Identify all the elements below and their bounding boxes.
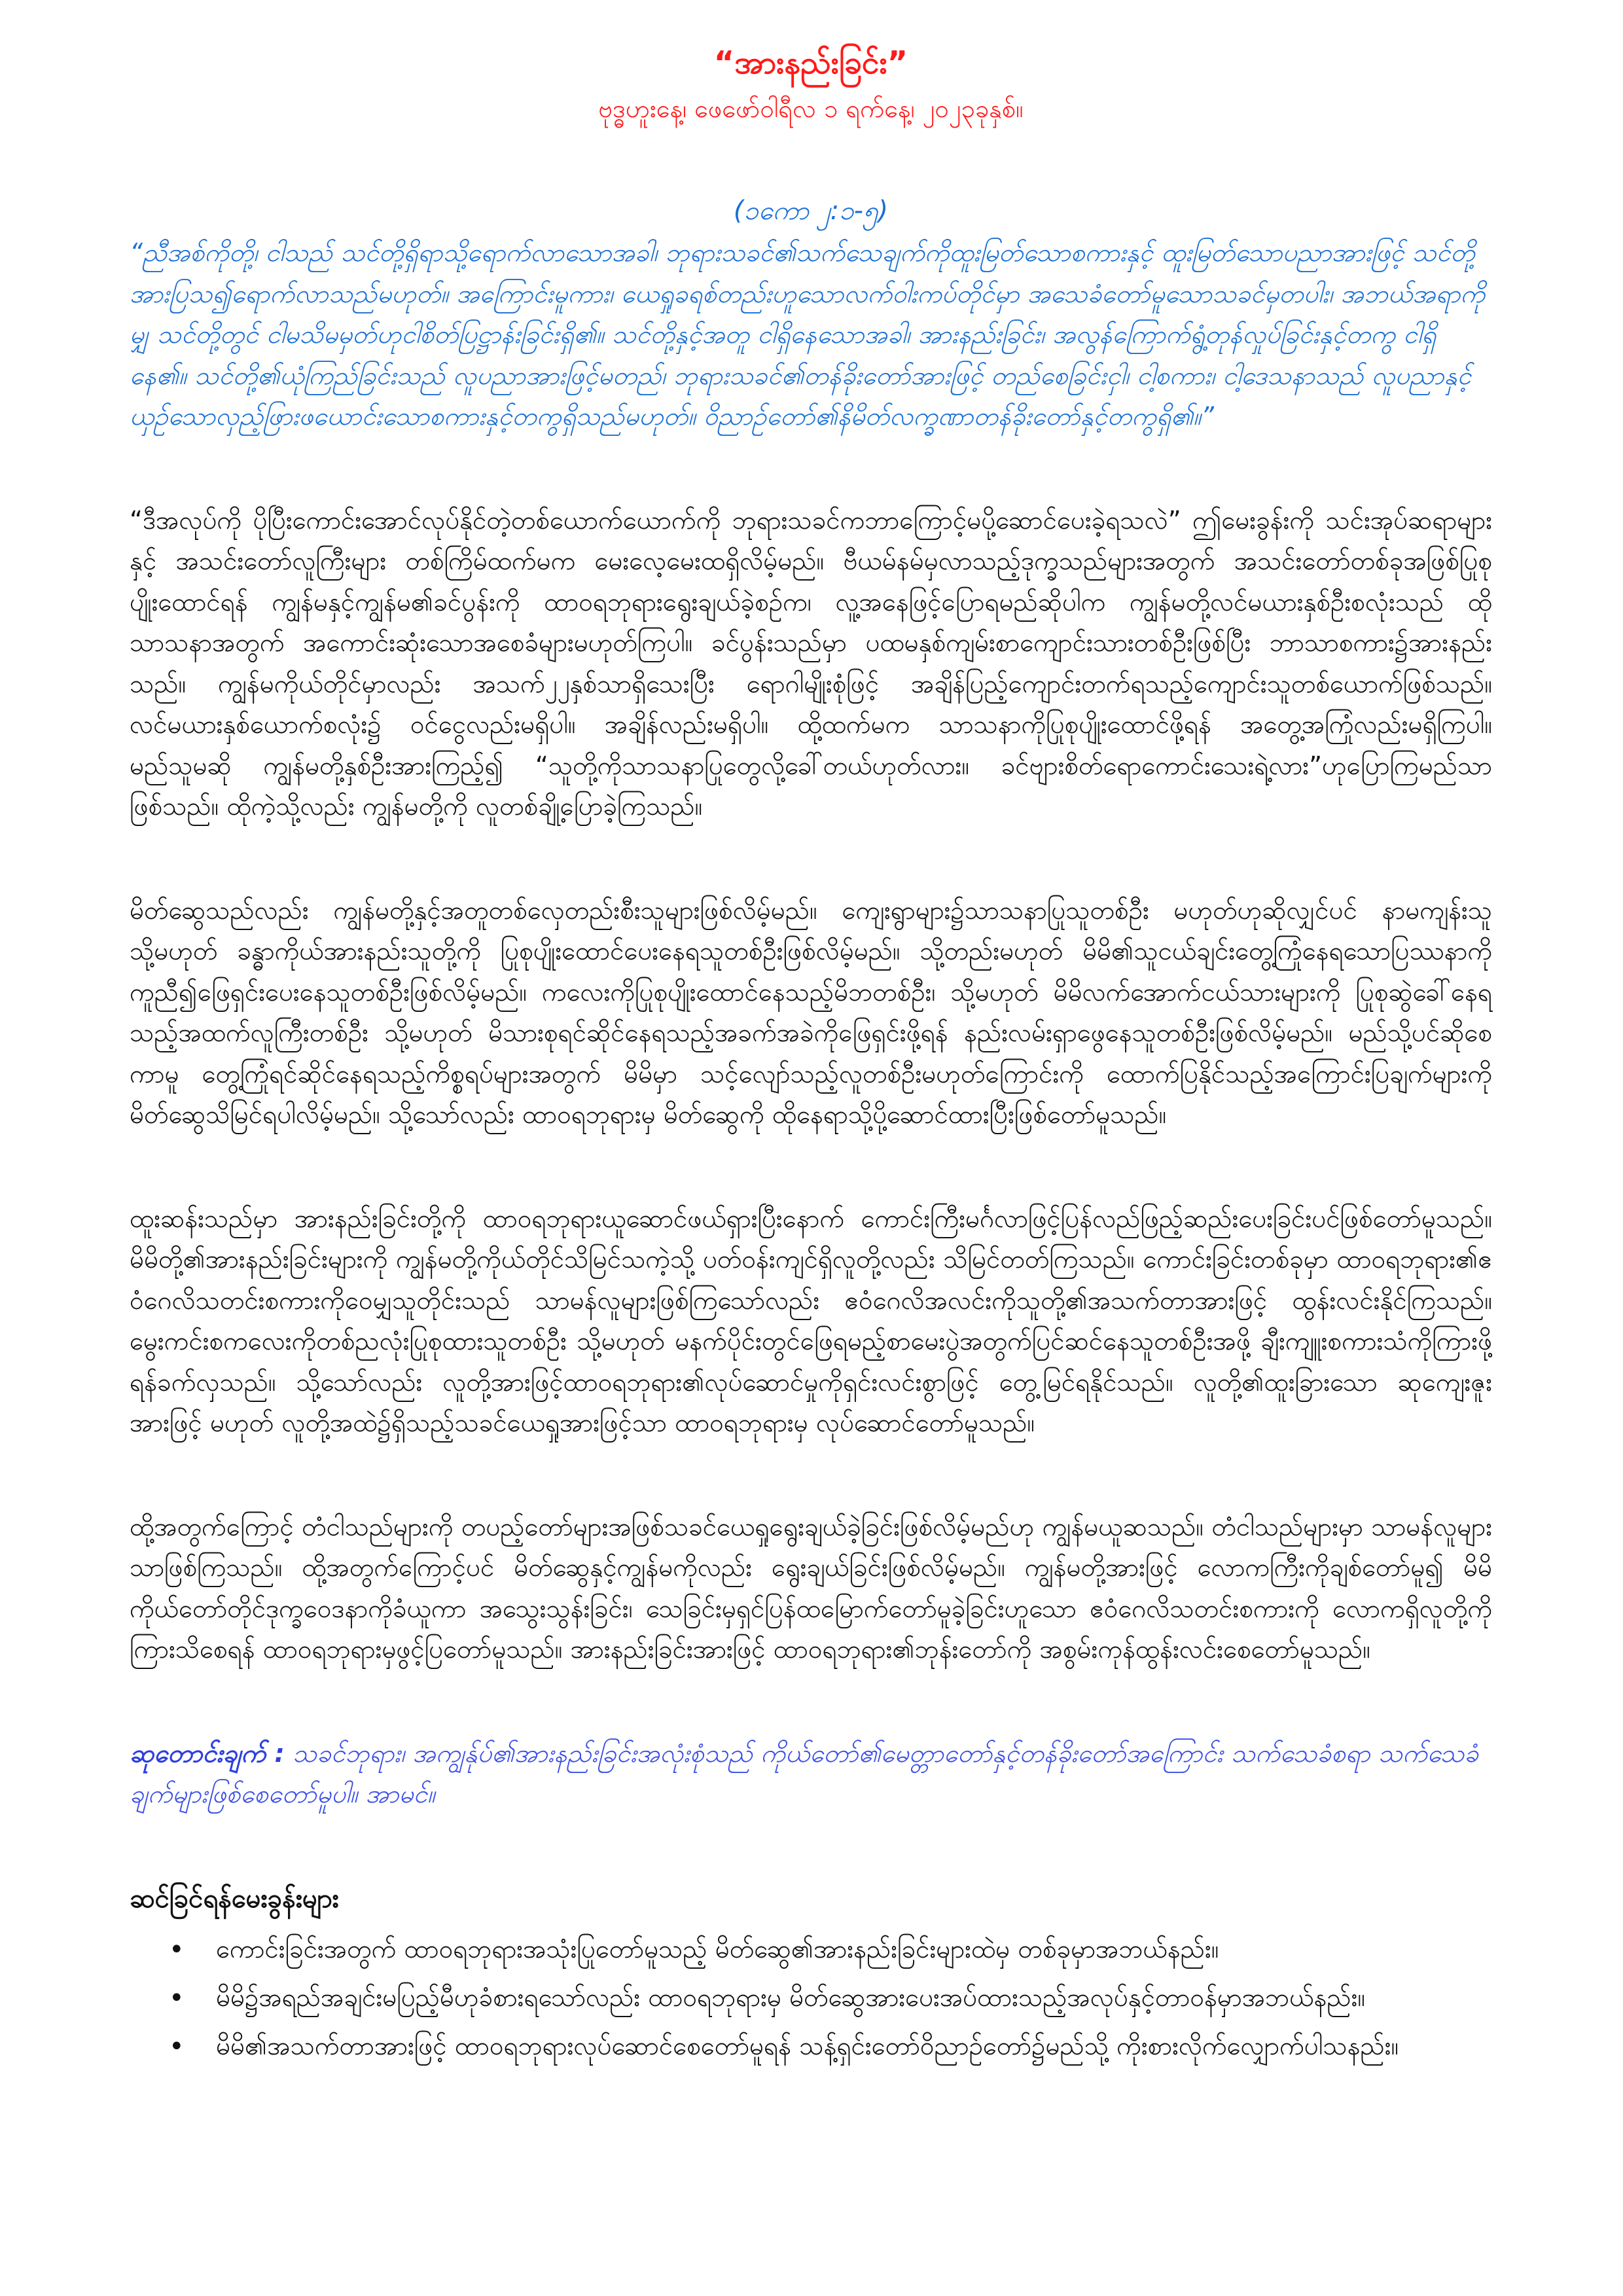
question-text: ကောင်းခြင်းအတွက် ထာဝရဘုရားအသုံးပြုတော်မူသည့် မိတ်ဆွေ၏အားနည်းခြင်းများထဲမှ တစ်ခုမှာအဘယ်နည်း။ — [216, 1934, 1219, 1964]
list-item — [169, 2022, 1492, 2071]
list-item — [169, 1926, 1492, 1974]
bullet-icon: • — [169, 2031, 185, 2062]
bullet-icon: • — [169, 1934, 185, 1965]
questions-title: ဆင်ခြင်ရန်မေးခွန်းများ — [130, 1883, 339, 1914]
list-item — [169, 1974, 1492, 2022]
scripture-text: “ညီအစ်ကိုတို့၊ ငါသည် သင်တို့ရှိရာသို့ရောက်လာသောအခါ၊ ဘုရားသခင်၏သက်သေချက်ကိုထူးမြတ်သောစကားနှင့် ထူးမြတ်သောပညာအားဖြင့် သင်တို့အားပြသ၍ရောက်လာသည်မဟုတ်။ အကြောင်းမူကား၊ ယေရှုခရစ်တည်းဟူသောလက်ဝါးကပ်တိုင်မှာ အသေခံတော်မူသောသခင်မှတပါး၊ အဘယ်အရာကိုမျှ သင်တို့တွင် ငါမသိမမှတ်ဟုငါစိတ်ပြဋ္ဌာန်းခြင်းရှိ၏။ သင်တို့နှင့်အတူ ငါရှိနေသောအခါ၊ အားနည်းခြင်း၊ အလွန်ကြောက်ရွံ့တုန်လှုပ်ခြင်းနှင့်တကွ ငါရှိနေ၏။ သင်တို့၏ယုံကြည်ခြင်းသည် လူပညာအားဖြင့်မတည်၊ ဘုရားသခင်၏တန်ခိုးတော်အားဖြင့် တည်စေခြင်းငှါ၊ ငါ့စကား၊ ငါ့ဒေသနာသည် လူပညာနှင့်ယှဉ်သောလှည့်ဖြားဖယောင်းသောစကားနှင့်တကွရှိသည်မဟုတ်။ ဝိညာဉ်တော်၏နိမိတ်လက္ခဏာတန်ခိုးတော်နှင့်တကွရှိ၏။” — [130, 238, 1486, 431]
prayer-label: ဆုတောင်းချက် — [130, 1738, 266, 1768]
body-paragraph-3: ထူးဆန်းသည်မှာ အားနည်းခြင်းတို့ကို ထာဝရဘုရားယူဆောင်ဖယ်ရှားပြီးနောက် ကောင်းကြီးမင်္ဂလာဖြင့်ပြန်လည်ဖြည့်ဆည်းပေးခြင်းပင်ဖြစ်တော်မူသည်။ မိမိတို့၏အားနည်းခြင်းများကို ကျွန်မတို့ကိုယ်တိုင်သိမြင်သကဲ့သို့ ပတ်ဝန်းကျင်ရှိလူတို့လည်း သိမြင်တတ်ကြသည်။ ကောင်းခြင်းတစ်ခုမှာ ထာဝရဘုရား၏ဧဝံဂေလိသတင်းစကားကိုဝေမျှသူတိုင်းသည် သာမန်လူများဖြစ်ကြသော်လည်း ဧဝံဂေလိအလင်းကိုသူတို့၏အသက်တာအားဖြင့် ထွန်းလင်းနိုင်ကြသည်။ မွေးကင်းစကလေးကိုတစ်ညလုံးပြုစုထားသူတစ်ဦး သို့မဟုတ် မနက်ပိုင်းတွင်ဖြေရမည့်စာမေးပွဲအတွက်ပြင်ဆင်နေသူတစ်ဦးအဖို့ ချီးကျူးစကားသံကိုကြားဖို့ရန်ခက်လှသည်။ သို့သော်လည်း လူတို့အားဖြင့်ထာဝရဘုရား၏လုပ်ဆောင်မှုကိုရှင်းလင်းစွာဖြင့် တွေ့မြင်ရနိုင်သည်။ လူတို့၏ထူးခြားသော ဆုကျေးဇူးအားဖြင့် မဟုတ် လူတို့အထဲ၌ရှိသည့်သခင်ယေရှုအားဖြင့်သာ ထာဝရဘုရားမှ လုပ်ဆောင်တော်မူသည်။ — [130, 1204, 1492, 1438]
questions-list — [130, 1926, 1492, 2071]
bullet-icon: • — [169, 1982, 185, 2013]
page-title: “အားနည်းခြင်း” — [713, 45, 908, 81]
body-paragraph-2: မိတ်ဆွေသည်လည်း ကျွန်မတို့နှင့်အတူတစ်လှေတည်းစီးသူများဖြစ်လိမ့်မည်။ ကျေးရွာများ၌သာသနာပြုသူတစ်ဦး မဟုတ်ဟုဆိုလျှင်ပင် နာမကျန်းသူ သို့မဟုတ် ခန္ဓာကိုယ်အားနည်းသူတို့ကို ပြုစုပျိုးထောင်ပေးနေရသူတစ်ဦးဖြစ်လိမ့်မည်။ သို့တည်းမဟုတ် မိမိ၏သူငယ်ချင်းတွေ့ကြုံနေရသောပြဿနာကို ကူညီ၍ဖြေရှင်းပေးနေသူတစ်ဦးဖြစ်လိမ့်မည်။ ကလေးကိုပြုစုပျိုးထောင်နေသည့်မိဘတစ်ဦး၊ သို့မဟုတ် မိမိလက်အောက်ငယ်သားများကို ပြုစုဆွဲခေါ်နေရသည့်အထက်လူကြီးတစ်ဦး သို့မဟုတ် မိသားစုရင်ဆိုင်နေရသည့်အခက်အခဲကိုဖြေရှင်းဖို့ရန် နည်းလမ်းရှာဖွေနေသူတစ်ဦးဖြစ်လိမ့်မည်။ မည်သို့ပင်ဆိုစေကာမူ တွေ့ကြုံရင်ဆိုင်နေရသည့်ကိစ္စရပ်များအတွက် မိမိမှာ သင့်လျော်သည့်လူတစ်ဦးမဟုတ်ကြောင်းကို ထောက်ပြနိုင်သည့်အကြောင်းပြချက်များကို မိတ်ဆွေသိမြင်ရပါလိမ့်မည်။ သို့သော်လည်း ထာဝရဘုရားမှ မိတ်ဆွေကို ထိုနေရာသို့ပို့ဆောင်ထားပြီးဖြစ်တော်မူသည်။ — [130, 895, 1492, 1130]
body-paragraph-4: ထို့အတွက်ကြောင့် တံငါသည်များကို တပည့်တော်များအဖြစ်သခင်ယေရှုရွေးချယ်ခဲ့ခြင်းဖြစ်လိမ့်မည်ဟု ကျွန်မယူဆသည်။ တံငါသည်များမှာ သာမန်လူများသာဖြစ်ကြသည်။ ထို့အတွက်ကြောင့်ပင် မိတ်ဆွေနှင့်ကျွန်မကိုလည်း ရွေးချယ်ခြင်းဖြစ်လိမ့်မည်။ ကျွန်မတို့အားဖြင့် လောကကြီးကိုချစ်တော်မူ၍ မိမိကိုယ်တော်တိုင်ဒုက္ခဝေဒနာကိုခံယူကာ အသွေးသွန်းခြင်း၊ သေခြင်းမှရှင်ပြန်ထမြောက်တော်မူခဲ့ခြင်းဟူသော ဧဝံဂေလိသတင်းစကားကို လောကရှိလူတို့ကို ကြားသိစေရန် ထာဝရဘုရားမှဖွင့်ပြတော်မူသည်။ အားနည်းခြင်းအားဖြင့် ထာဝရဘုရား၏ဘုန်းတော်ကို အစွမ်းကုန်ထွန်းလင်းစေတော်မူသည်။ — [130, 1512, 1492, 1664]
prayer-text: သခင်ဘုရား၊ အကျွန်ုပ်၏အားနည်းခြင်းအလုံးစုံသည် ကိုယ်တော်၏မေတ္တာတော်နှင့်တန်ခိုးတော်အကြောင်း သက်သေခံစရာ သက်သေခံချက်များဖြစ်စေတော်မူပါ။ အာမင်။ — [130, 1738, 1479, 1809]
prayer-block — [130, 1734, 1492, 1816]
scripture-reference: (၁ကော ၂:၁-၅) — [733, 196, 889, 226]
body-paragraph-1: “ဒီအလုပ်ကို ပိုပြီးကောင်းအောင်လုပ်နိုင်တဲ့တစ်ယောက်ယောက်ကို ဘုရားသခင်ကဘာကြောင့်မပို့ဆောင်ပေးခဲ့ရသလဲ” ဤမေးခွန်းကို သင်းအုပ်ဆရာများနှင့် အသင်းတော်လူကြီးများ တစ်ကြိမ်ထက်မက မေးလေ့မေးထရှိလိမ့်မည်။ ဗီယမ်နမ်မှလာသည့်ဒုက္ခသည်များအတွက် အသင်းတော်တစ်ခုအဖြစ်ပြုစုပျိုးထောင်ရန် ကျွန်မနှင့်ကျွန်မ၏ခင်ပွန်းကို ထာဝရဘုရားရွေးချယ်ခဲ့စဉ်က၊ လူ့အနေဖြင့်ပြောရမည်ဆိုပါက ကျွန်မတို့လင်မယားနှစ်ဦးစလုံးသည် ထိုသာသနာအတွက် အကောင်းဆုံးသောအစေခံများမဟုတ်ကြပါ။ ခင်ပွန်းသည်မှာ ပထမနှစ်ကျမ်းစာကျောင်းသားတစ်ဦးဖြစ်ပြီး ဘာသာစကား၌အားနည်းသည်။ ကျွန်မကိုယ်တိုင်မှာလည်း အသက်၂၂နှစ်သာရှိသေးပြီး ရောဂါမျိုးစုံဖြင့် အချိန်ပြည့်ကျောင်းတက်ရသည့်ကျောင်းသူတစ်ယောက်ဖြစ်သည်။ လင်မယားနှစ်ယောက်စလုံး၌ ဝင်ငွေလည်းမရှိပါ။ အချိန်လည်းမရှိပါ။ ထို့ထက်မက သာသနာကိုပြုစုပျိုးထောင်ဖို့ရန် အတွေ့အကြုံလည်းမရှိကြပါ။ မည်သူမဆို ကျွန်မတို့နှစ်ဦးအားကြည့်၍ “သူတို့ကိုသာသနာပြုတွေလို့ခေါ်တယ်ဟုတ်လား။ ခင်ဗျားစိတ်ရောကောင်းသေးရဲ့လား”ဟုပြောကြမည်သာဖြစ်သည်။ ထိုကဲ့သို့လည်း ကျွန်မတို့ကို လူတစ်ချို့ပြောခဲ့ကြသည်။ — [130, 505, 1492, 821]
page-date: ဗုဒ္ဓဟူးနေ့၊ ဖေဖော်ဝါရီလ ၁ ရက်နေ့၊ ၂၀၂၃ခုနှစ်။ — [598, 94, 1024, 123]
prayer-separator: : — [266, 1738, 285, 1768]
question-text: မိမိ၏အသက်တာအားဖြင့် ထာဝရဘုရားလုပ်ဆောင်စေတော်မူရန် သန့်ရှင်းတော်ဝိညာဉ်တော်၌မည်သို့ ကိုးစားလိုက်လျှောက်ပါသနည်း။ — [216, 2031, 1399, 2061]
question-text: မိမိ၌အရည်အချင်းမပြည့်မီဟုခံစားရသော်လည်း ထာဝရဘုရားမှ မိတ်ဆွေအားပေးအပ်ထားသည့်အလုပ်နှင့်တာဝန်မှာအဘယ်နည်း။ — [216, 1982, 1366, 2013]
